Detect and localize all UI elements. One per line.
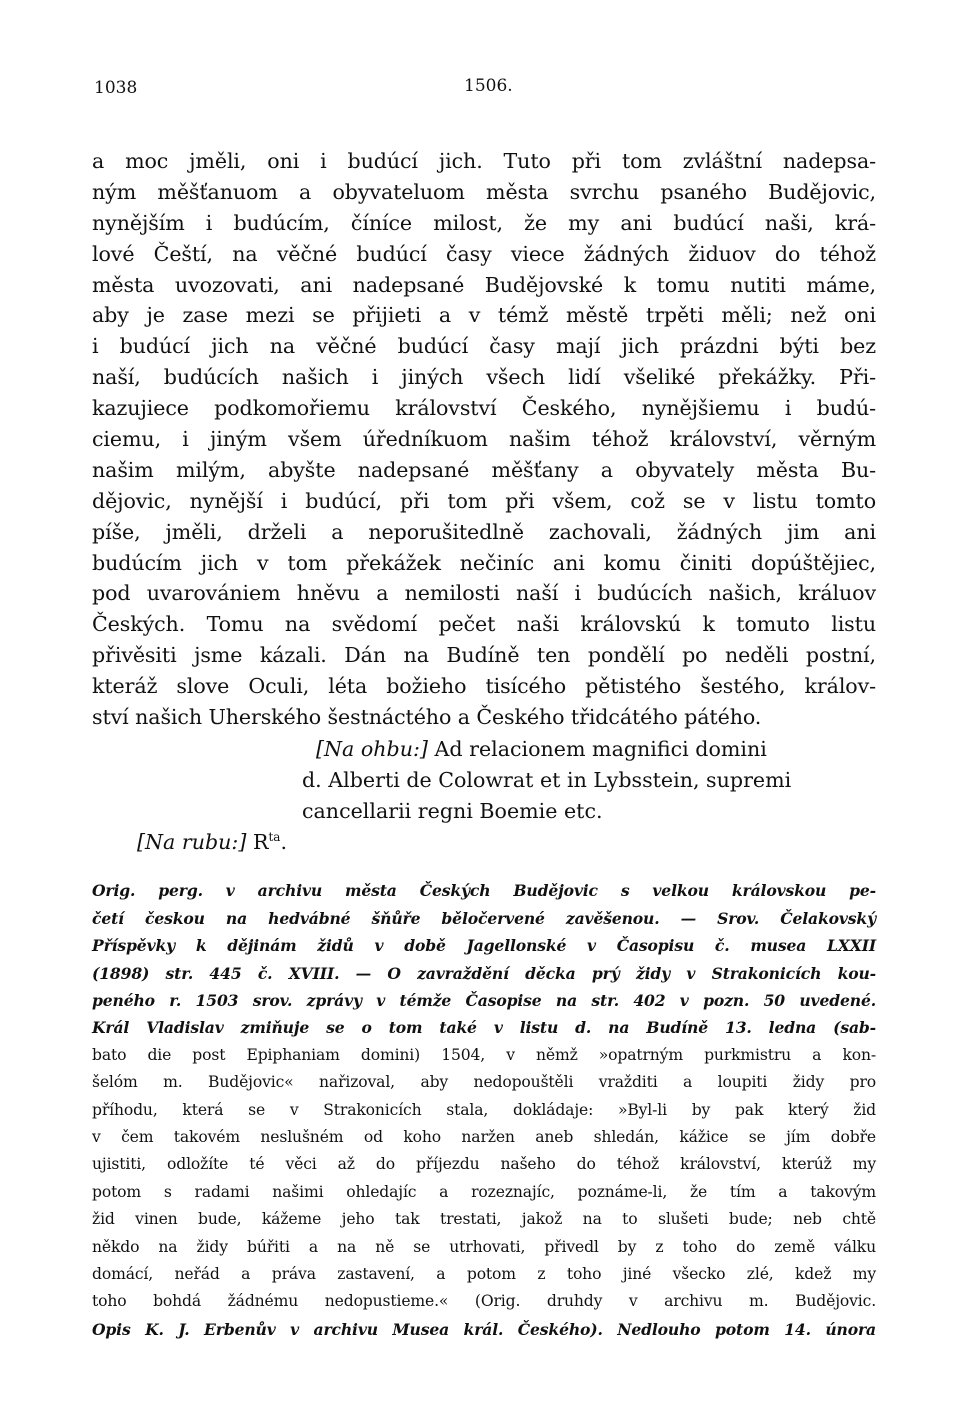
- endorsement-line: d. Alberti de Colowrat et in Lybsstein, supremi: [302, 767, 792, 792]
- text-line: ným měšťanuom a obyvateluom města svrchu psaného Budějovic,: [92, 179, 876, 204]
- text-line: dějovic, nynější i budúcí, při tom při všem, což se v listu tomto: [92, 488, 876, 513]
- rubu-label: [Na rubu:]: [137, 829, 247, 854]
- note-line: příhodu, která se v Strakonicích stala, dokládaje: »Byl-li by pak který žid: [92, 1100, 876, 1119]
- note-line: šelóm m. Budějovic« nařizoval, aby nedopouštěli vražditi a loupiti židy pro: [92, 1073, 876, 1092]
- text-line: ciemu, i jiným všem úředníkuom našim téhož království, věrným: [92, 427, 876, 452]
- note-line: Opis K. J. Erbenův v archivu Musea král. Českého). Nedlouho potom 14. února: [92, 1319, 876, 1339]
- note-line: četí českou na hedvábné šňůře běločervené zavěšenou. — Srov. Čelakovský: [92, 908, 876, 928]
- endorsement-line: [92, 734, 876, 765]
- text-line: ství našich Uherského šestnáctého a Českého třidcátého pátého.: [92, 705, 762, 730]
- note-line: (1898) str. 445 č. XVIII. — O zavraždění děcka prý židy v Strakonicích kou-: [92, 963, 876, 983]
- note-line: domácí, neřád a práva zastavení, a potom z toho jiné všecko zlé, kdež my: [92, 1264, 876, 1283]
- text-line: Českých. Tomu na svědomí pečet naši královskú k tomuto listu: [92, 612, 876, 637]
- note-line: Příspěvky k dějinám židů v době Jagellonské v Časopisu č. musea LXXII: [92, 936, 876, 956]
- ohbu-label: [Na ohbu:]: [316, 736, 428, 761]
- editorial-notes: [92, 877, 876, 1343]
- note-line: toho bohdá žádnému nedopustieme.« (Orig. druhdy v archivu m. Budějovic.: [92, 1292, 876, 1311]
- text-line: lové Čeští, na věčné budúcí časy viece žádných židuov do téhož: [92, 241, 876, 266]
- note-line: žid vinen bude, kážeme jeho tak trestati, jakož na to slušeti bude; neb chtě: [92, 1210, 876, 1229]
- note-line: Král Vladislav zmiňuje se o tom také v listu d. na Budíně 13. ledna (sab-: [92, 1018, 876, 1038]
- text-line: aby je zase mezi se přijieti a v témž městě trpěti měli; než oni: [92, 303, 876, 328]
- note-line: v čem takovém neslušném od koho naržen aneb shledán, kážice se jím dobře: [92, 1128, 876, 1146]
- text-line: nynějším i budúcím, číníce milost, že my ani budúcí naši, krá-: [92, 210, 876, 235]
- rubu-end: .: [280, 829, 287, 854]
- text-line: kazujiece podkomořiemu království Českého, nynějšiemu i budú-: [92, 396, 876, 421]
- running-head: [92, 78, 876, 104]
- note-line: bato die post Epiphaniam domini) 1504, v němž »opatrným purkmistru a kon-: [92, 1045, 876, 1064]
- text-line: naší, budúcích našich i jiných všech lidí všeliké překážky. Při-: [92, 365, 876, 390]
- year-heading: 1506.: [464, 76, 513, 96]
- page-number: 1038: [94, 78, 138, 98]
- text-line: a moc jměli, oni i budúcí jich. Tuto při tom zvláštní nadepsa-: [92, 149, 876, 173]
- document-page: [92, 78, 876, 1343]
- text-line: města uvozovati, ani nadepsané Budějovské k tomu nutiti máme,: [92, 272, 876, 297]
- rubu-superscript: ta: [268, 829, 281, 844]
- ohbu-text: Ad relacionem magnifici domini: [434, 736, 767, 761]
- note-line: Orig. perg. v archivu města Českých Budějovic s velkou královskou pe-: [92, 881, 876, 901]
- note-line: potom s radami našimi ohledajíc a rozeznajíc, poznáme-li, že tím a takovým: [92, 1182, 876, 1201]
- endorsement-line: cancellarii regni Boemie etc.: [302, 798, 603, 823]
- text-line: přivěsiti jsme kázali. Dán na Budíně ten pondělí po neděli postní,: [92, 643, 876, 668]
- note-line: peného r. 1503 srov. zprávy v témže Časopise na str. 402 v pozn. 50 uvedené.: [92, 991, 876, 1011]
- note-line: někdo na židy búřiti a na ně se utrhovati, přivedl by z toho do země válku: [92, 1237, 876, 1256]
- text-line: pod uvarovániem hněvu a nemilosti naší i budúcích našich, králuov: [92, 581, 876, 606]
- text-line: i budúcí jich na věčné budúcí časy mají jich prázdni býti bez: [92, 334, 876, 359]
- text-line: budúcím jich v tom překážek nečiníc ani komu činiti dopúštějiec,: [92, 550, 876, 575]
- note-line: ujistiti, odložíte té věci až do příjezdu našeho do téhož království, kterúž my: [92, 1155, 876, 1174]
- rubu-line: [92, 827, 876, 858]
- rubu-text: R: [252, 829, 269, 854]
- text-line: kteráž slove Oculi, léta božieho tisícého pětistého šestého, králov-: [92, 674, 876, 699]
- text-line: našim milým, abyšte nadepsané měšťany a obyvately města Bu-: [92, 457, 876, 482]
- text-line: píše, jměli, drželi a neporušitedlně zachovali, žádných jim ani: [92, 519, 876, 544]
- endorsement-block: [92, 734, 876, 858]
- charter-text: [92, 146, 876, 733]
